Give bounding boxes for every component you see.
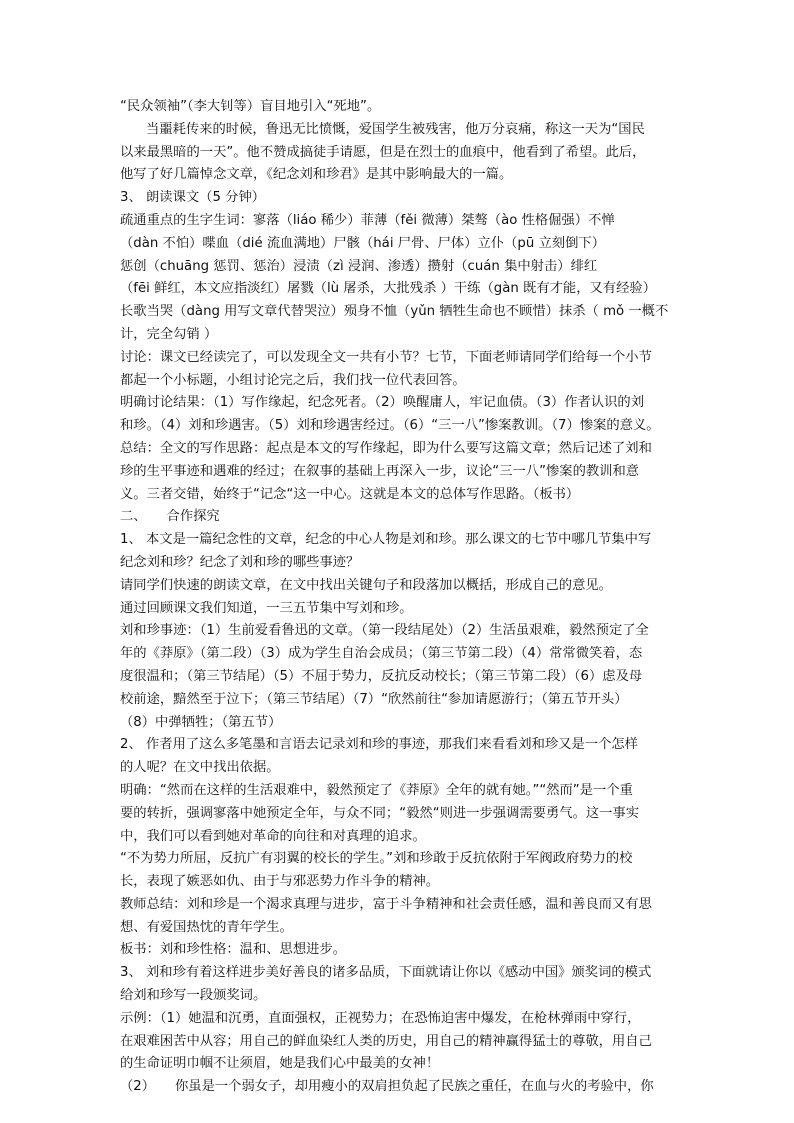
text-line: （dàn 不怕）喋血（dié 流血满地）尸骸（hái 尸骨、尸体）立仆（pū 立刻倒下） — [120, 235, 605, 251]
text-line: 他写了好几篇悼念文章，《纪念刘和珍君》是其中影响最大的一篇。 — [120, 167, 513, 183]
text-line: “民众领袖”（李大钊等）盲目地引入“死地”。 — [120, 99, 381, 114]
text-line: 的生命证明巾帼不让须眉，她是我们心中最美的女神！ — [120, 1056, 440, 1072]
text-line: 3、 刘和珍有着这样进步美好善良的诸多品质，下面就请让你以《感动中国》颁奖词的模式 — [120, 965, 652, 981]
text-line: （2） 你虽是一个弱女子，却用瘦小的双肩担负起了民族之重任，在血与火的考验中，你 — [120, 1079, 654, 1095]
section-heading: 二、 合作探究 — [120, 509, 220, 525]
text-line: 想、有爱国热忱的青年学生。 — [120, 919, 293, 935]
text-line: （fēi 鲜红，本文应指淡红）屠戮（lù 屠杀，大批残杀 ）干练（gàn 既有才能，又有经验） — [120, 281, 656, 297]
text-line: 中，我们可以看到她对革命的向往和对真理的追求。 — [120, 828, 426, 844]
text-line: 度很温和；（第三节结尾）（5）不屈于势力，反抗反动校长；（第三节第二段）（6）虑及母 — [120, 668, 643, 684]
text-line: 疏通重点的生字生词：寥落（liáo 稀少）菲薄（fěi 微薄）桀骜（ào 性格倔强）不惮 — [120, 212, 615, 228]
text-line: 计，完全勾销 ） — [120, 326, 218, 342]
text-line: 长歌当哭（dàng 用写文章代替哭泣）殒身不恤（yǔn 牺牲生命也不顾惜）抹杀（ mǒ 一概不 — [120, 304, 669, 320]
text-line: 在艰难困苦中从容；用自己的鲜血染红人类的历史，用自己的精神赢得猛士的尊敬，用自己 — [120, 1033, 652, 1049]
text-line: 通过回顾课文我们知道，一三五节集中写刘和珍。 — [120, 600, 413, 616]
text-line: 都起一个小标题，小组讨论完之后，我们找一位代表回答。 — [120, 372, 466, 388]
text-line: 当噩耗传来的时候，鲁迅无比愤慨，爱国学生被残害，他万分哀痛，称这一天为“国民 — [146, 121, 645, 137]
text-line: 珍的生平事迹和遇难的经过；在叙事的基础上再深入一步，议论“三一八”惨案的教训和意 — [120, 463, 640, 479]
text-line: 的人呢？在文中找出依据。 — [120, 760, 280, 776]
text-line: 纪念刘和珍？纪念了刘和珍的哪些事迹？ — [120, 554, 360, 570]
text-line: （8）中弹牺牲；（第五节） — [120, 714, 282, 730]
text-line: 以来最黑暗的一天”。他不赞成搞徒手请愿，但是在烈士的血痕中，他看到了希望。此后， — [120, 144, 646, 160]
text-line: 明确讨论结果：（1）写作缘起，纪念死者。（2）唤醒庸人，牢记血债。（3）作者认识的刘 — [120, 395, 645, 411]
text-line: 请同学们快速的朗读文章，在文中找出关键句子和段落加以概括，形成自己的意见。 — [120, 577, 612, 593]
text-line: 惩创（chuāng 惩罚、惩治）浸渍（zì 浸润、渗透）攒射（cuán 集中射击）绯红 — [120, 258, 598, 274]
text-line: 要的转折，强调寥落中她预定全年，与众不同；“毅然“则进一步强调需要勇气。这一事实 — [120, 805, 640, 821]
section-heading: 3、 朗读课文（5 分钟） — [120, 190, 266, 206]
text-line: 给刘和珍写一段颁奖词。 — [120, 988, 267, 1004]
text-line: 1、 本文是一篇纪念性的文章，纪念的中心人物是刘和珍。那么课文的七节中哪几节集中写 — [120, 532, 652, 548]
text-line: 2、 作者用了这么多笔墨和言语去记录刘和珍的事迹，那我们来看看刘和珍又是一个怎样 — [120, 737, 638, 753]
text-line: 长，表现了嫉恶如仇、由于与邪恶势力作斗争的精神。 — [120, 874, 440, 890]
text-line: “不为势力所屈，反抗广有羽翼的校长的学生。”刘和珍敢于反抗依附于军阀政府势力的校 — [120, 851, 633, 867]
text-line: 示例：（1）她温和沉勇，直面强权，正视势力；在恐怖迫害中爆发，在枪林弹雨中穿行， — [120, 1010, 641, 1026]
text-line: 讨论：课文已经读完了，可以发现全文一共有小节？七节，下面老师请同学们给每一个小节 — [120, 349, 652, 365]
text-line: 校前途，黯然至于泣下；（第三节结尾）（7）“欣然前往“参加请愿游行；（第五节开头） — [120, 691, 628, 707]
text-line: 明确：“然而在这样的生活艰难中，毅然预定了《莽原》全年的就有她。”“然而”是一个重 — [120, 782, 633, 798]
text-line: 教师总结：刘和珍是一个渴求真理与进步，富于斗争精神和社会责任感，温和善良而又有思 — [120, 896, 652, 912]
text-line: 义。三者交错，始终于“记念“这一中心。这就是本文的总体写作思路。（板书） — [120, 486, 580, 502]
text-line: 板书：刘和珍性格：温和、思想进步。 — [120, 942, 347, 958]
document-page — [120, 96, 676, 1099]
text-line: 和珍。（4）刘和珍遇害。（5）刘和珍遇害经过。（6）“三一八”惨案教训。（7）惨案的意义。 — [120, 418, 660, 434]
text-line: 刘和珍事迹：（1）生前爱看鲁迅的文章。（第一段结尾处）（2）生活虽艰难，毅然预定了全 — [120, 623, 649, 639]
text-line: 年的《莽原》（第二段）（3）成为学生自治会成员；（第三节第二段）（4）常常微笑着，态 — [120, 646, 643, 662]
text-line: 总结：全文的写作思路：起点是本文的写作缘起，即为什么要写这篇文章；然后记述了刘和 — [120, 440, 652, 456]
